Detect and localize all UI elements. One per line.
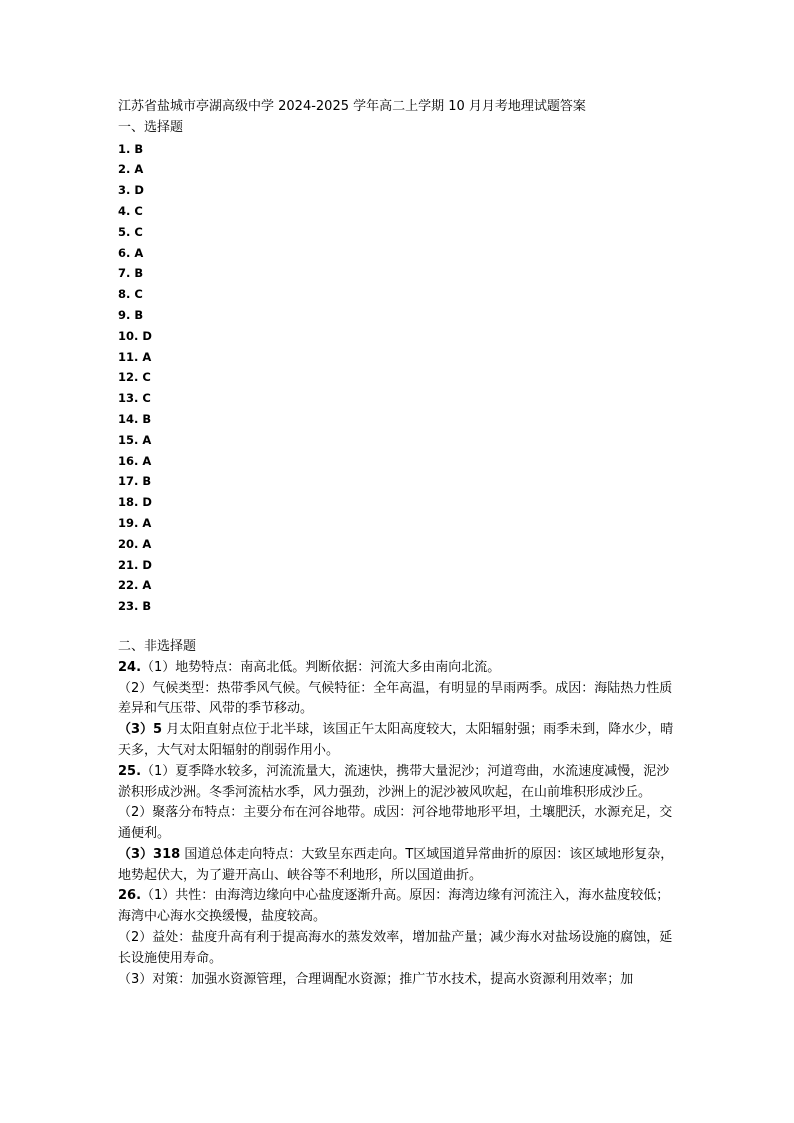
choice-answer-list (118, 139, 682, 617)
q25-part-1-text: （1）夏季降水较多，河流流量大，流速快，携带大量泥沙；河道弯曲，水流速度减慢，泥沙淤积形成沙洲。冬季河流枯水季，风力强劲，沙洲上的泥沙被风吹起，在山前堆积形成沙丘。 (118, 763, 670, 800)
q24-part-3-lead: （3）5 (118, 722, 163, 738)
answer-11: 11. A (118, 349, 152, 364)
answer-6: 6. A (118, 245, 144, 260)
answer-9: 9. B (118, 307, 144, 322)
document-title: 江苏省盐城市亭湖高级中学 2024-2025 学年高二上学期 10 月月考地理试题答案 (118, 99, 586, 114)
answer-14: 14. B (118, 411, 152, 426)
answer-20: 20. A (118, 536, 152, 551)
q26-part-2: （2）益处：盐度升高有利于提高海水的蒸发效率，增加盐产量；减少海水对盐场设施的腐蚀，延长设施使用寿命。 (118, 930, 673, 966)
question-24 (118, 658, 682, 762)
q25-part-3-lead: （3）318 (118, 846, 181, 862)
answer-10: 10. D (118, 328, 152, 343)
q25-part-3 (118, 845, 682, 887)
answer-13: 13. C (118, 391, 151, 406)
section-choice-heading: 一、选择题 (118, 119, 184, 135)
q25-part-1 (118, 762, 682, 804)
section-nonchoice-heading: 二、非选择题 (118, 638, 197, 654)
q24-part-3-text: 月太阳直射点位于北半球，该国正午太阳高度较大，太阳辐射强；雨季未到，降水少，晴天多，大气对太阳辐射的削弱作用小。 (118, 722, 674, 758)
spacer (118, 617, 682, 637)
answer-12: 12. C (118, 370, 151, 385)
answer-3: 3. D (118, 183, 144, 198)
answer-5: 5. C (118, 224, 143, 239)
q25-number: 25. (118, 763, 142, 779)
q26-part-3: （3）对策：加强水资源管理，合理调配水资源；推广节水技术，提高水资源利用效率；加 (118, 971, 634, 987)
q26-number: 26. (118, 888, 142, 904)
q26-part-1-text: （1）共性：由海湾边缘向中心盐度逐渐升高。原因：海湾边缘有河流注入，海水盐度较低；海湾中心海水交换缓慢，盐度较高。 (118, 888, 670, 925)
document-content (118, 97, 682, 990)
answer-4: 4. C (118, 203, 143, 218)
question-26 (118, 886, 682, 990)
q24-part-2: （2）气候类型：热带季风气候。气候特征：全年高温，有明显的旱雨两季。成因：海陆热力性质差异和气压带、风带的季节移动。 (118, 680, 673, 717)
q24-part-1-text: （1）地势特点：南高北低。判断依据：河流大多由南向北流。 (141, 659, 501, 675)
q24-part-3 (118, 720, 682, 762)
answer-15: 15. A (118, 432, 152, 447)
answer-19: 19. A (118, 515, 152, 530)
question-25 (118, 762, 682, 887)
answer-18: 18. D (118, 495, 152, 510)
q26-part-1 (118, 886, 682, 928)
answer-7: 7. B (118, 266, 144, 281)
q25-part-3-text: 国道总体走向特点：大致呈东西走向。T区域国道异常曲折的原因：该区域地形复杂，地势起伏大，为了避开高山、峡谷等不利地形，所以国道曲折。 (118, 846, 674, 883)
answer-17: 17. B (118, 474, 152, 489)
answer-21: 21. D (118, 557, 152, 572)
answer-1: 1. B (118, 141, 144, 156)
answer-16: 16. A (118, 453, 152, 468)
q24-number: 24. (118, 659, 142, 675)
answer-8: 8. C (118, 287, 143, 302)
q24-part-1 (118, 658, 682, 679)
answer-23: 23. B (118, 599, 152, 614)
answer-2: 2. A (118, 162, 144, 177)
answer-22: 22. A (118, 578, 152, 593)
q25-part-2: （2）聚落分布特点：主要分布在河谷地带。成因：河谷地带地形平坦，土壤肥沃，水源充足，交通便利。 (118, 805, 673, 842)
